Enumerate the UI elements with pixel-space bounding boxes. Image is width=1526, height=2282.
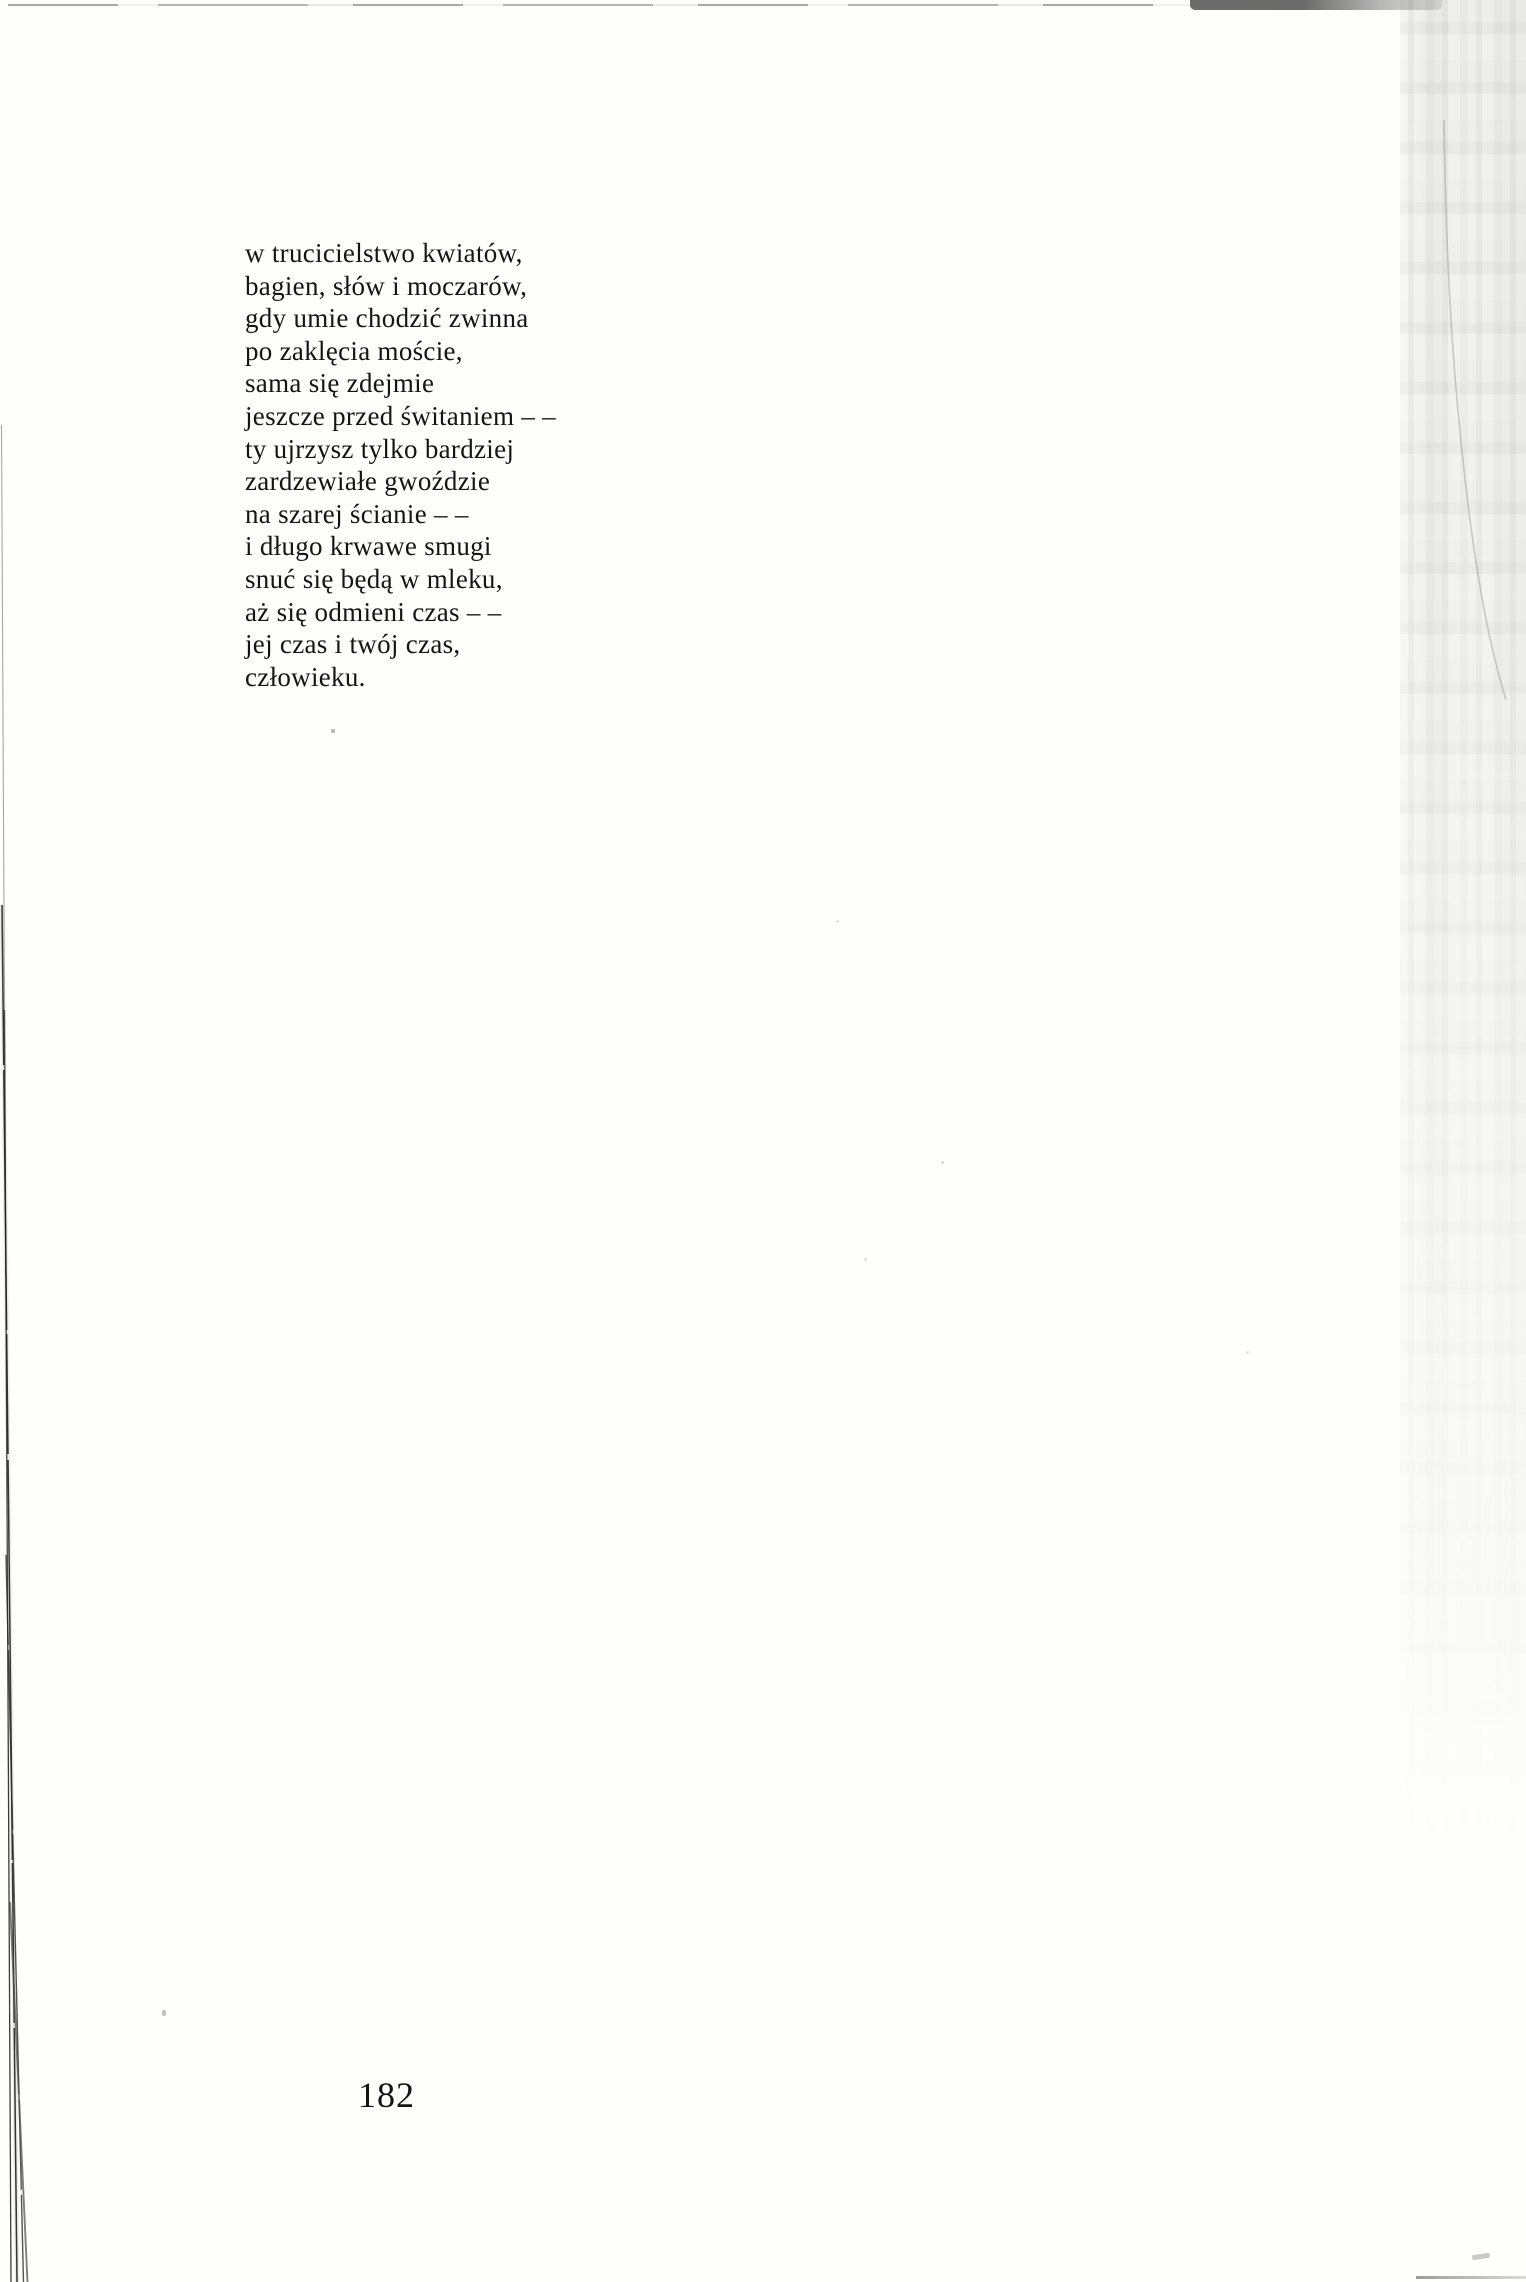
- poem-line: ty ujrzysz tylko bardziej: [245, 433, 515, 464]
- scan-artifact-bottom-edge-line: [1416, 2276, 1526, 2279]
- poem-line: sama się zdejmie: [245, 368, 435, 399]
- poem-line: człowieku.: [245, 661, 366, 692]
- scan-artifact-left-binding-lines: [0, 0, 42, 2282]
- poem-line: w trucicielstwo kwiatów,: [245, 238, 523, 268]
- poem-line: jeszcze przed świtaniem – –: [245, 400, 556, 431]
- poem-line: snuć się będą w mleku,: [245, 563, 503, 594]
- paper-speck: [1246, 1351, 1249, 1354]
- scan-artifact-bottom-right-mark: [1472, 2253, 1491, 2260]
- paper-speck: [162, 2010, 166, 2016]
- poem-line: aż się odmieni czas – –: [245, 596, 502, 627]
- poem-line: bagien, słów i moczarów,: [245, 270, 528, 301]
- paper-speck: [836, 920, 839, 923]
- page-number: 182: [358, 2075, 415, 2115]
- poem-line: jej czas i twój czas,: [245, 629, 461, 660]
- poem-line: po zaklęcia moście,: [245, 335, 463, 366]
- poem-line: i długo krwawe smugi: [245, 531, 492, 562]
- poem-line: zardzewiałe gwoździe: [245, 466, 491, 497]
- scan-artifact-right-gray-band: [1400, 0, 1526, 1845]
- paper-speck: [864, 1258, 867, 1261]
- poem-line: gdy umie chodzić zwinna: [245, 303, 529, 334]
- paper-speck: [941, 1161, 944, 1164]
- scan-artifact-top-edge-line: [8, 4, 1193, 6]
- paper-speck: [331, 729, 335, 733]
- poem-text: [245, 237, 556, 693]
- poem-line: na szarej ścianie – –: [245, 498, 469, 529]
